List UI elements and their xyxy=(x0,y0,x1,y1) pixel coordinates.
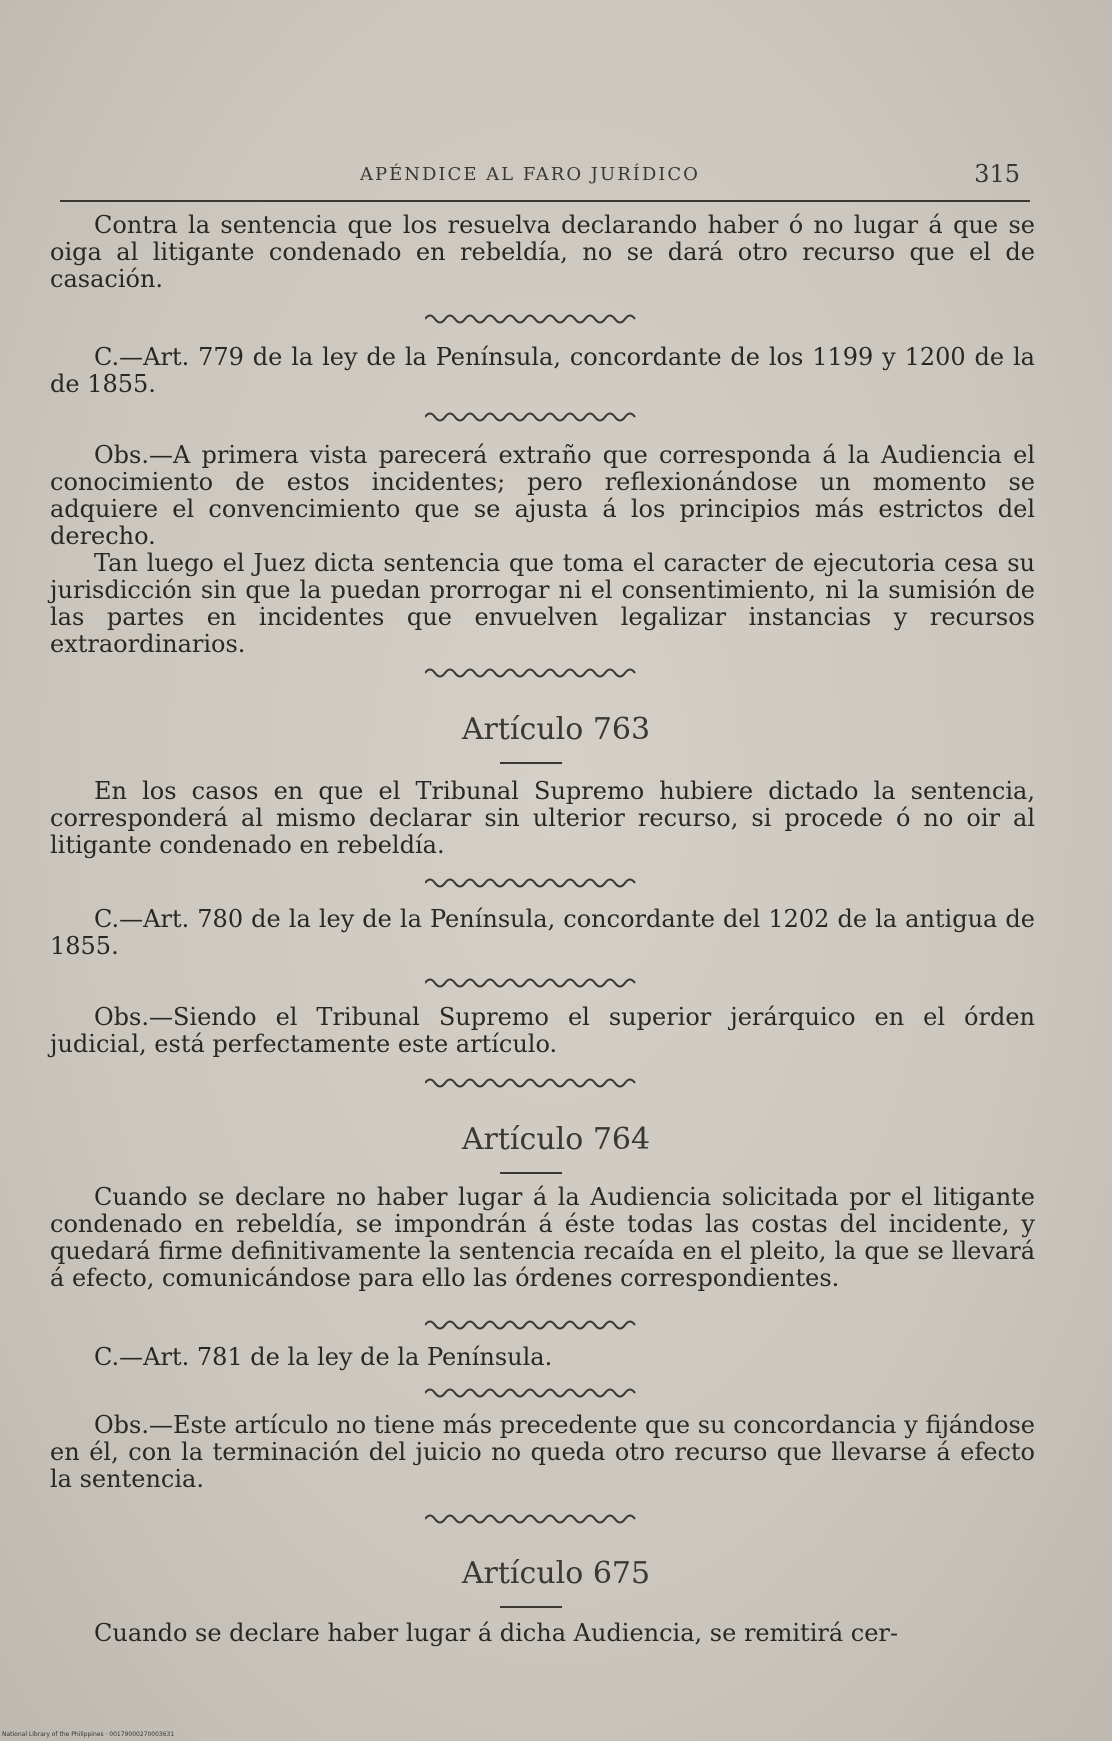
title-rule xyxy=(500,762,562,764)
paragraph-text: Obs.—Siendo el Tribunal Supremo el superior jerárquico en el órden judicial, está perfectamente este artículo. xyxy=(50,1003,1035,1058)
title-rule xyxy=(500,1606,562,1608)
article-763-text xyxy=(50,778,1035,859)
observation-3 xyxy=(50,1412,1035,1493)
paragraph-contra xyxy=(50,212,1035,293)
paragraph-text: Obs.—A primera vista parecerá extraño que corresponda á la Audiencia el conocimiento de estos incidentes; pero reflexionándose un momento se adquiere el convencimiento que se ajusta á los principios más estrictos del derecho. xyxy=(50,441,1035,550)
paragraph-text: Cuando se declare haber lugar á dicha Audiencia, se remitirá cer- xyxy=(94,1619,899,1647)
title-rule xyxy=(500,1172,562,1174)
article-764-text xyxy=(50,1184,1035,1292)
observation-2 xyxy=(50,1004,1035,1058)
paragraph-text: C.—Art. 779 de la ley de la Península, concordante de los 1199 y 1200 de la de 1855. xyxy=(50,343,1035,398)
wavy-divider xyxy=(425,666,640,680)
paragraph-text: C.—Art. 781 de la ley de la Península. xyxy=(94,1343,553,1371)
paragraph-text: Obs.—Este artículo no tiene más precedente que su concordancia y fijándose en él, con la terminación del juicio no queda otro recurso que llevarse á efecto la sentencia. xyxy=(50,1411,1035,1493)
scan-credit: National Library of the Philippines · 00179000270003631 xyxy=(2,1731,175,1738)
wavy-divider xyxy=(425,312,640,326)
article-764-title: Artículo 764 xyxy=(461,1122,651,1157)
paragraph-text: C.—Art. 780 de la ley de la Península, concordante del 1202 de la antigua de 1855. xyxy=(50,905,1035,960)
paragraph-text: Tan luego el Juez dicta sentencia que toma el caracter de ejecutoria cesa su jurisdicción sin que la puedan prorrogar ni el consentimiento, ni la sumisión de las partes en incidentes que envuelven legalizar instancias y recursos extraordinarios. xyxy=(50,549,1035,658)
paragraph-text: Contra la sentencia que los resuelva declarando haber ó no lugar á que se oiga al litigante condenado en rebeldía, no se dará otro recurso que el de casación. xyxy=(50,211,1035,293)
running-title: APÉNDICE AL FARO JURÍDICO xyxy=(360,164,700,185)
wavy-divider xyxy=(425,876,640,890)
concordance-779 xyxy=(50,344,1035,398)
wavy-divider xyxy=(425,1076,640,1090)
wavy-divider xyxy=(425,976,640,990)
concordance-781 xyxy=(50,1344,1035,1371)
wavy-divider xyxy=(425,1512,640,1526)
article-675-text xyxy=(50,1620,1035,1647)
article-763-title: Artículo 763 xyxy=(461,712,651,747)
wavy-divider xyxy=(425,1318,640,1332)
wavy-divider xyxy=(425,410,640,424)
page-header xyxy=(60,160,1030,202)
paragraph-text: Cuando se declare no haber lugar á la Audiencia solicitada por el litigante condenado en rebeldía, se impondrán á éste todas las costas del incidente, y quedará firme definitivamente la sentencia recaída en el pleito, la que se llevará á efecto, comunicándose para ello las órdenes correspondientes. xyxy=(50,1183,1035,1292)
paragraph-text: En los casos en que el Tribunal Supremo hubiere dictado la sentencia, corresponderá al mismo declarar sin ulterior recurso, si procede ó no oir al litigante condenado en rebeldía. xyxy=(50,777,1035,859)
page-number: 315 xyxy=(974,160,1020,188)
wavy-divider xyxy=(425,1386,640,1400)
concordance-780 xyxy=(50,906,1035,960)
article-675-title: Artículo 675 xyxy=(461,1556,651,1591)
observation-1 xyxy=(50,442,1035,658)
